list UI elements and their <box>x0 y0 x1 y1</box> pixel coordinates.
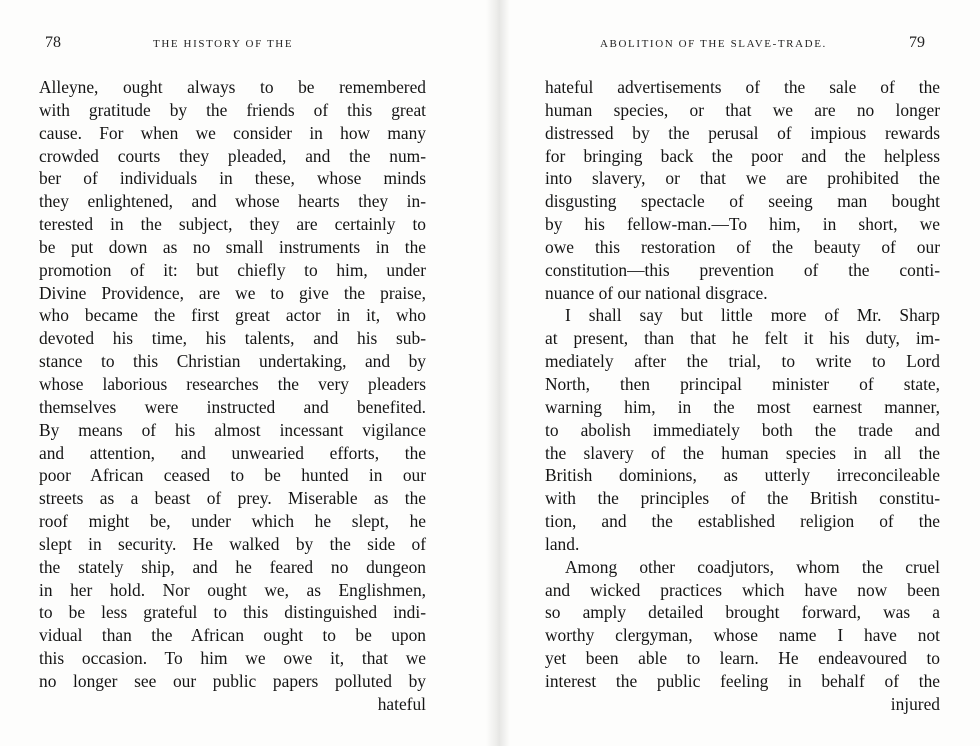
text-line: the stately ship, and he feared no dungeon <box>39 556 426 577</box>
text-line: distressed by the perusal of impious rewards <box>545 122 940 143</box>
text-line: slept in security. He walked by the side of <box>39 533 426 554</box>
text-line: British dominions, as utterly irreconcileable <box>545 465 940 486</box>
text-line: terested in the subject, they are certainly to <box>39 214 426 235</box>
text-line: for bringing back the poor and the helpless <box>545 145 940 166</box>
text-line: this occasion. To him we owe it, that we <box>39 648 426 669</box>
text-line: tion, and the established religion of the <box>545 511 940 532</box>
text-line: constitution—this prevention of the conti- <box>545 259 940 280</box>
text-line: By means of his almost incessant vigilance <box>39 419 426 440</box>
text-line: and attention, and unwearied efforts, the <box>39 442 426 463</box>
catchword: injured <box>890 693 940 714</box>
text-line: roof might be, under which he slept, he <box>39 511 426 532</box>
text-line: whose laborious researches the very pleaders <box>39 373 426 394</box>
text-line: nuance of our national disgrace. <box>545 282 768 303</box>
text-line: to abolish immediately both the trade and <box>545 419 940 440</box>
text-line: disgusting spectacle of seeing man bought <box>545 191 940 212</box>
text-line: devoted his time, his talents, and his sub- <box>39 328 426 349</box>
text-line: Alleyne, ought always to be remembered <box>39 77 426 97</box>
text-line: they enlightened, and whose hearts they in- <box>39 191 426 212</box>
text-line: no longer see our public papers polluted by <box>39 670 426 691</box>
text-line: into slavery, or that we are prohibited the <box>545 168 940 189</box>
text-line: interest the public feeling in behalf of the <box>545 670 940 691</box>
text-line: stance to this Christian undertaking, and by <box>39 351 426 372</box>
page-number: 79 <box>909 34 925 51</box>
text-line: in her hold. Nor ought we, as Englishmen, <box>39 579 426 600</box>
text-line: hateful advertisements of the sale of the <box>545 77 940 97</box>
right-page <box>510 0 980 746</box>
text-line: land. <box>545 533 580 554</box>
text-line: vidual than the African ought to be upon <box>39 625 426 646</box>
text-line: streets as a beast of prey. Miserable as the <box>39 488 426 509</box>
text-line: mediately after the trial, to write to Lord <box>545 351 940 372</box>
text-line: yet been able to learn. He endeavoured to <box>545 648 940 669</box>
text-line: be put down as no small instruments in the <box>39 236 426 257</box>
catchword: hateful <box>377 693 426 714</box>
text-line: at present, than that he felt it his duty, im- <box>545 328 940 349</box>
text-line: warning him, in the most earnest manner, <box>545 396 940 417</box>
text-line: so amply detailed brought forward, was a <box>545 602 940 623</box>
text-line: and wicked practices which have now been <box>545 579 940 600</box>
text-line: cause. For when we consider in how many <box>39 122 426 143</box>
text-line: the slavery of the human species in all the <box>545 442 940 463</box>
text-line: human species, or that we are no longer <box>545 99 940 120</box>
left-page <box>0 0 486 746</box>
text-line: by his fellow-man.—To him, in short, we <box>545 214 940 235</box>
text-line: owe this restoration of the beauty of our <box>545 236 940 257</box>
text-line: Among other coadjutors, whom the cruel <box>565 556 940 577</box>
running-head: THE HISTORY OF THE <box>153 38 294 50</box>
text-line: promotion of it: but chiefly to him, under <box>39 259 426 280</box>
page-number: 78 <box>45 34 61 51</box>
text-line: crowded courts they pleaded, and the num- <box>39 145 426 166</box>
running-head: ABOLITION OF THE SLAVE-TRADE. <box>600 38 827 50</box>
text-line: with the principles of the British constitu- <box>545 488 940 509</box>
text-line: poor African ceased to be hunted in our <box>39 465 426 486</box>
text-line: Divine Providence, are we to give the praise, <box>39 282 426 303</box>
text-line: I shall say but little more of Mr. Sharp <box>565 305 940 326</box>
text-line: themselves were instructed and benefited. <box>39 396 426 417</box>
text-line: to be less grateful to this distinguished indi- <box>39 602 426 623</box>
text-line: worthy clergyman, whose name I have not <box>545 625 940 646</box>
body-text <box>39 76 426 716</box>
text-line: ber of individuals in these, whose minds <box>39 168 426 189</box>
book-gutter <box>486 0 510 746</box>
body-text <box>545 76 940 716</box>
text-line: who became the first great actor in it, who <box>39 305 426 326</box>
text-line: North, then principal minister of state, <box>545 373 940 394</box>
text-line: with gratitude by the friends of this great <box>39 99 426 120</box>
